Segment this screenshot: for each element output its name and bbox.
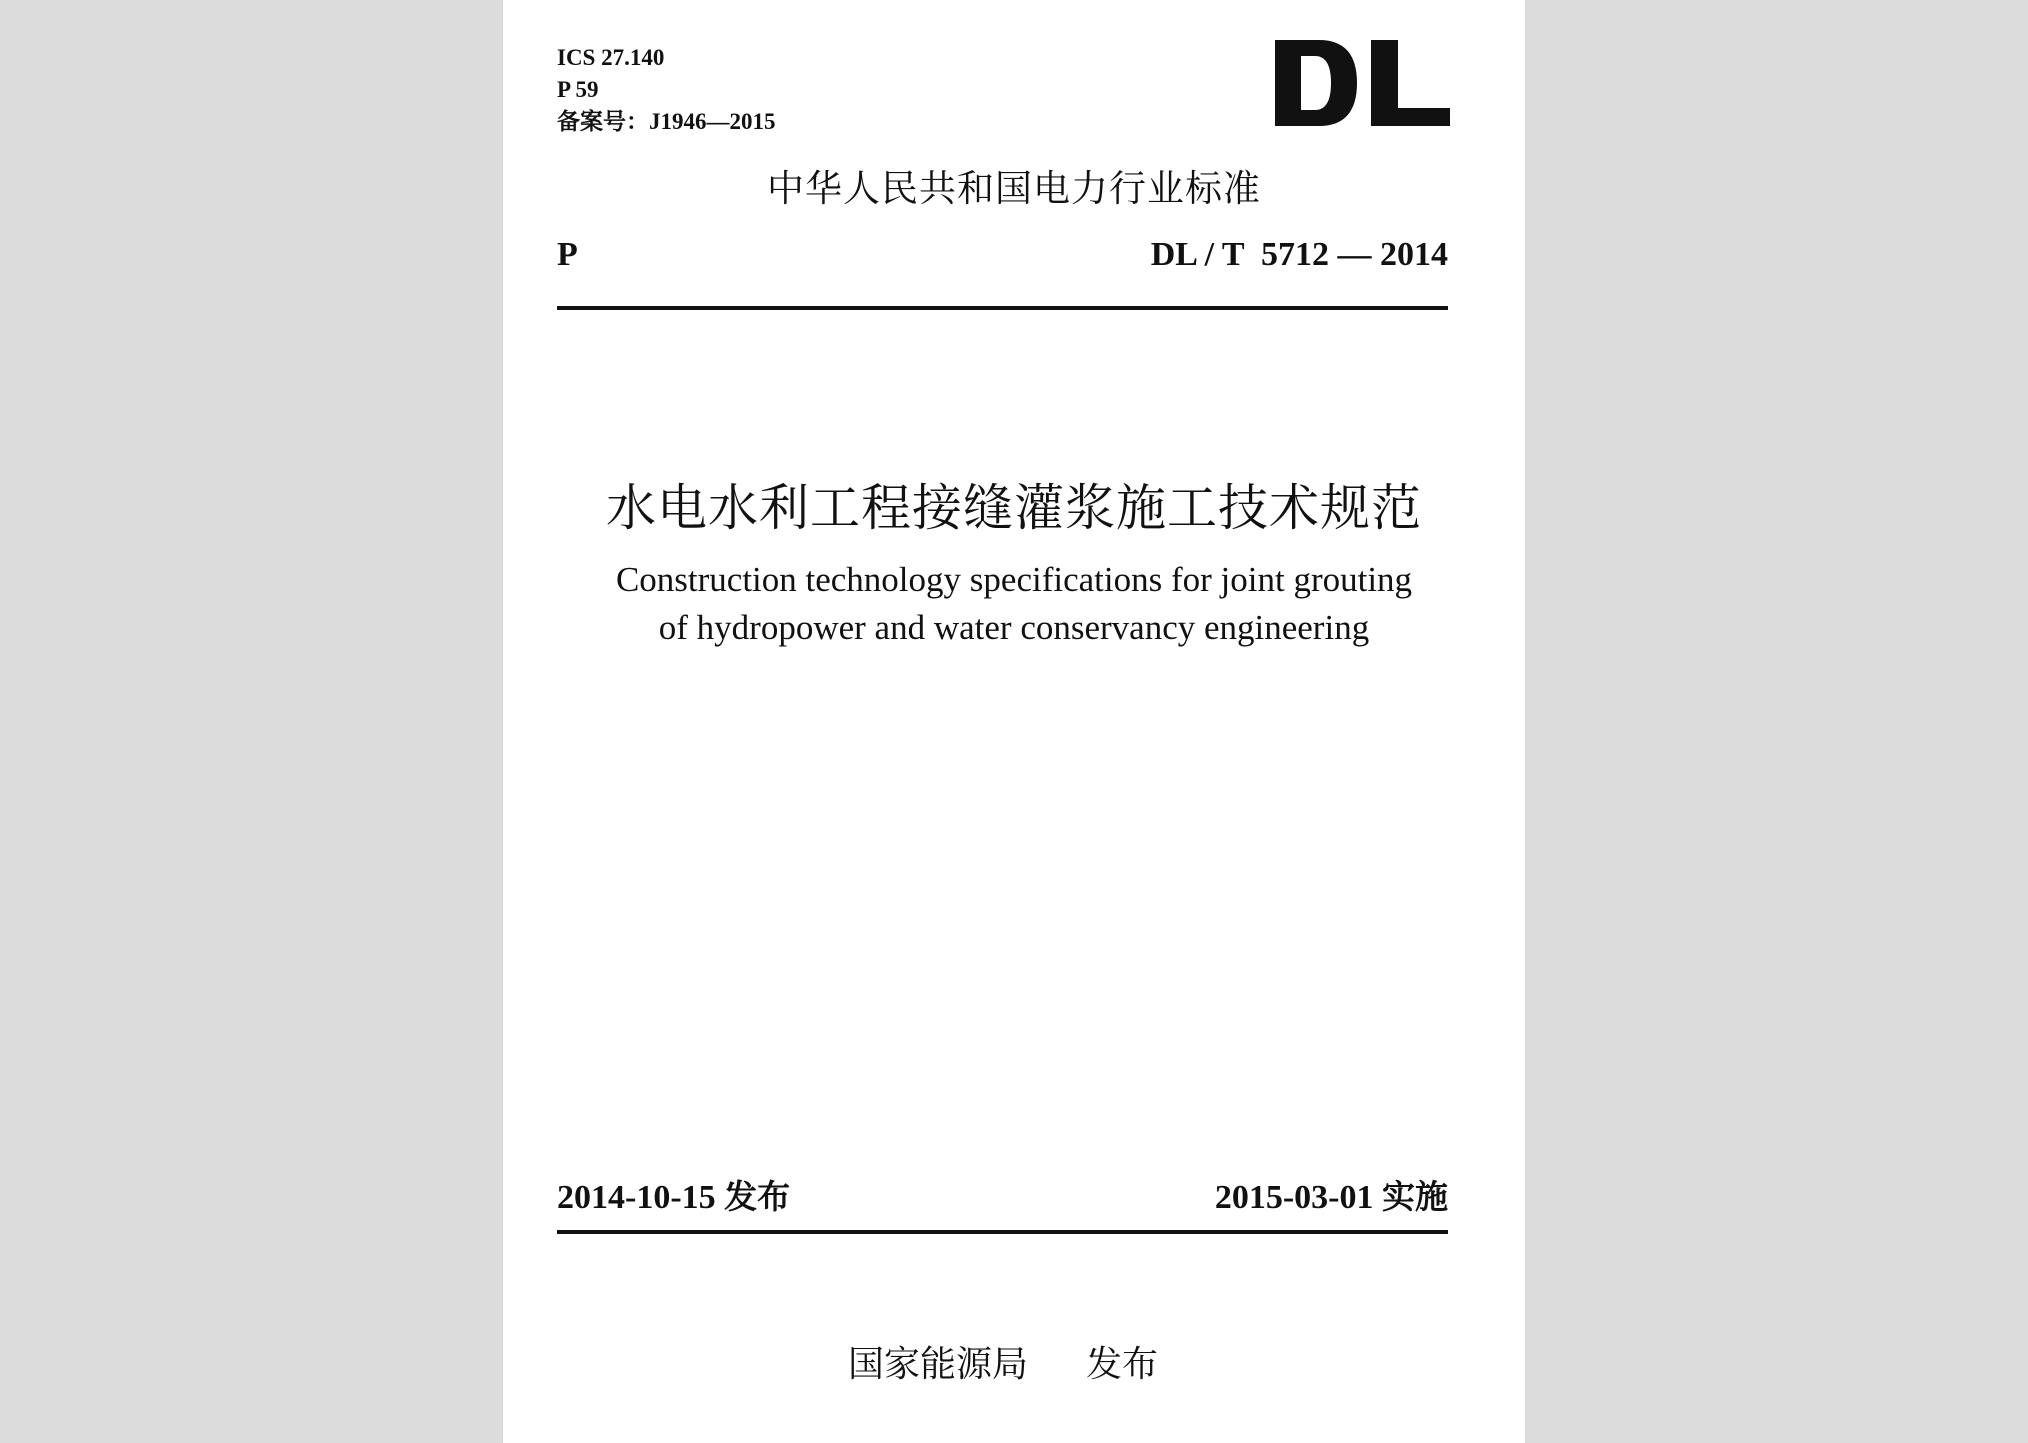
classification-block [557,42,776,138]
ccs-code: P 59 [557,77,599,102]
dl-logo [1275,40,1450,126]
filing-number: 备案号：J1946—2015 [557,109,776,134]
industry-standard-title: 中华人民共和国电力行业标准 [767,167,1261,210]
standard-category: P [557,236,578,273]
english-title-line-1: Construction technology specifications for joint grouting [615,560,1413,599]
english-title-line-2: of hydropower and water conservancy engineering [658,608,1370,647]
standard-number: DL / T 5712 — 2014 [1150,236,1448,273]
effective-date: 2015-03-01 [1214,1179,1374,1216]
release-label: 发布 [724,1177,791,1216]
ics-code: ICS 27.140 [557,45,665,70]
effective-date-block [1215,1171,1448,1218]
effective-label: 实施 [1382,1177,1448,1216]
release-date: 2014-10-15 [557,1179,716,1216]
chinese-title: 水电水利工程接缝灌浆施工技术规范 [606,479,1422,537]
standard-cover-page [503,0,1525,1443]
issuing-authority: 国家能源局 [848,1344,1029,1385]
issue-label: 发布 [1086,1344,1159,1385]
english-title [503,556,1525,652]
release-date-block [557,1171,790,1218]
top-divider [557,306,1448,310]
bottom-divider [557,1230,1448,1234]
